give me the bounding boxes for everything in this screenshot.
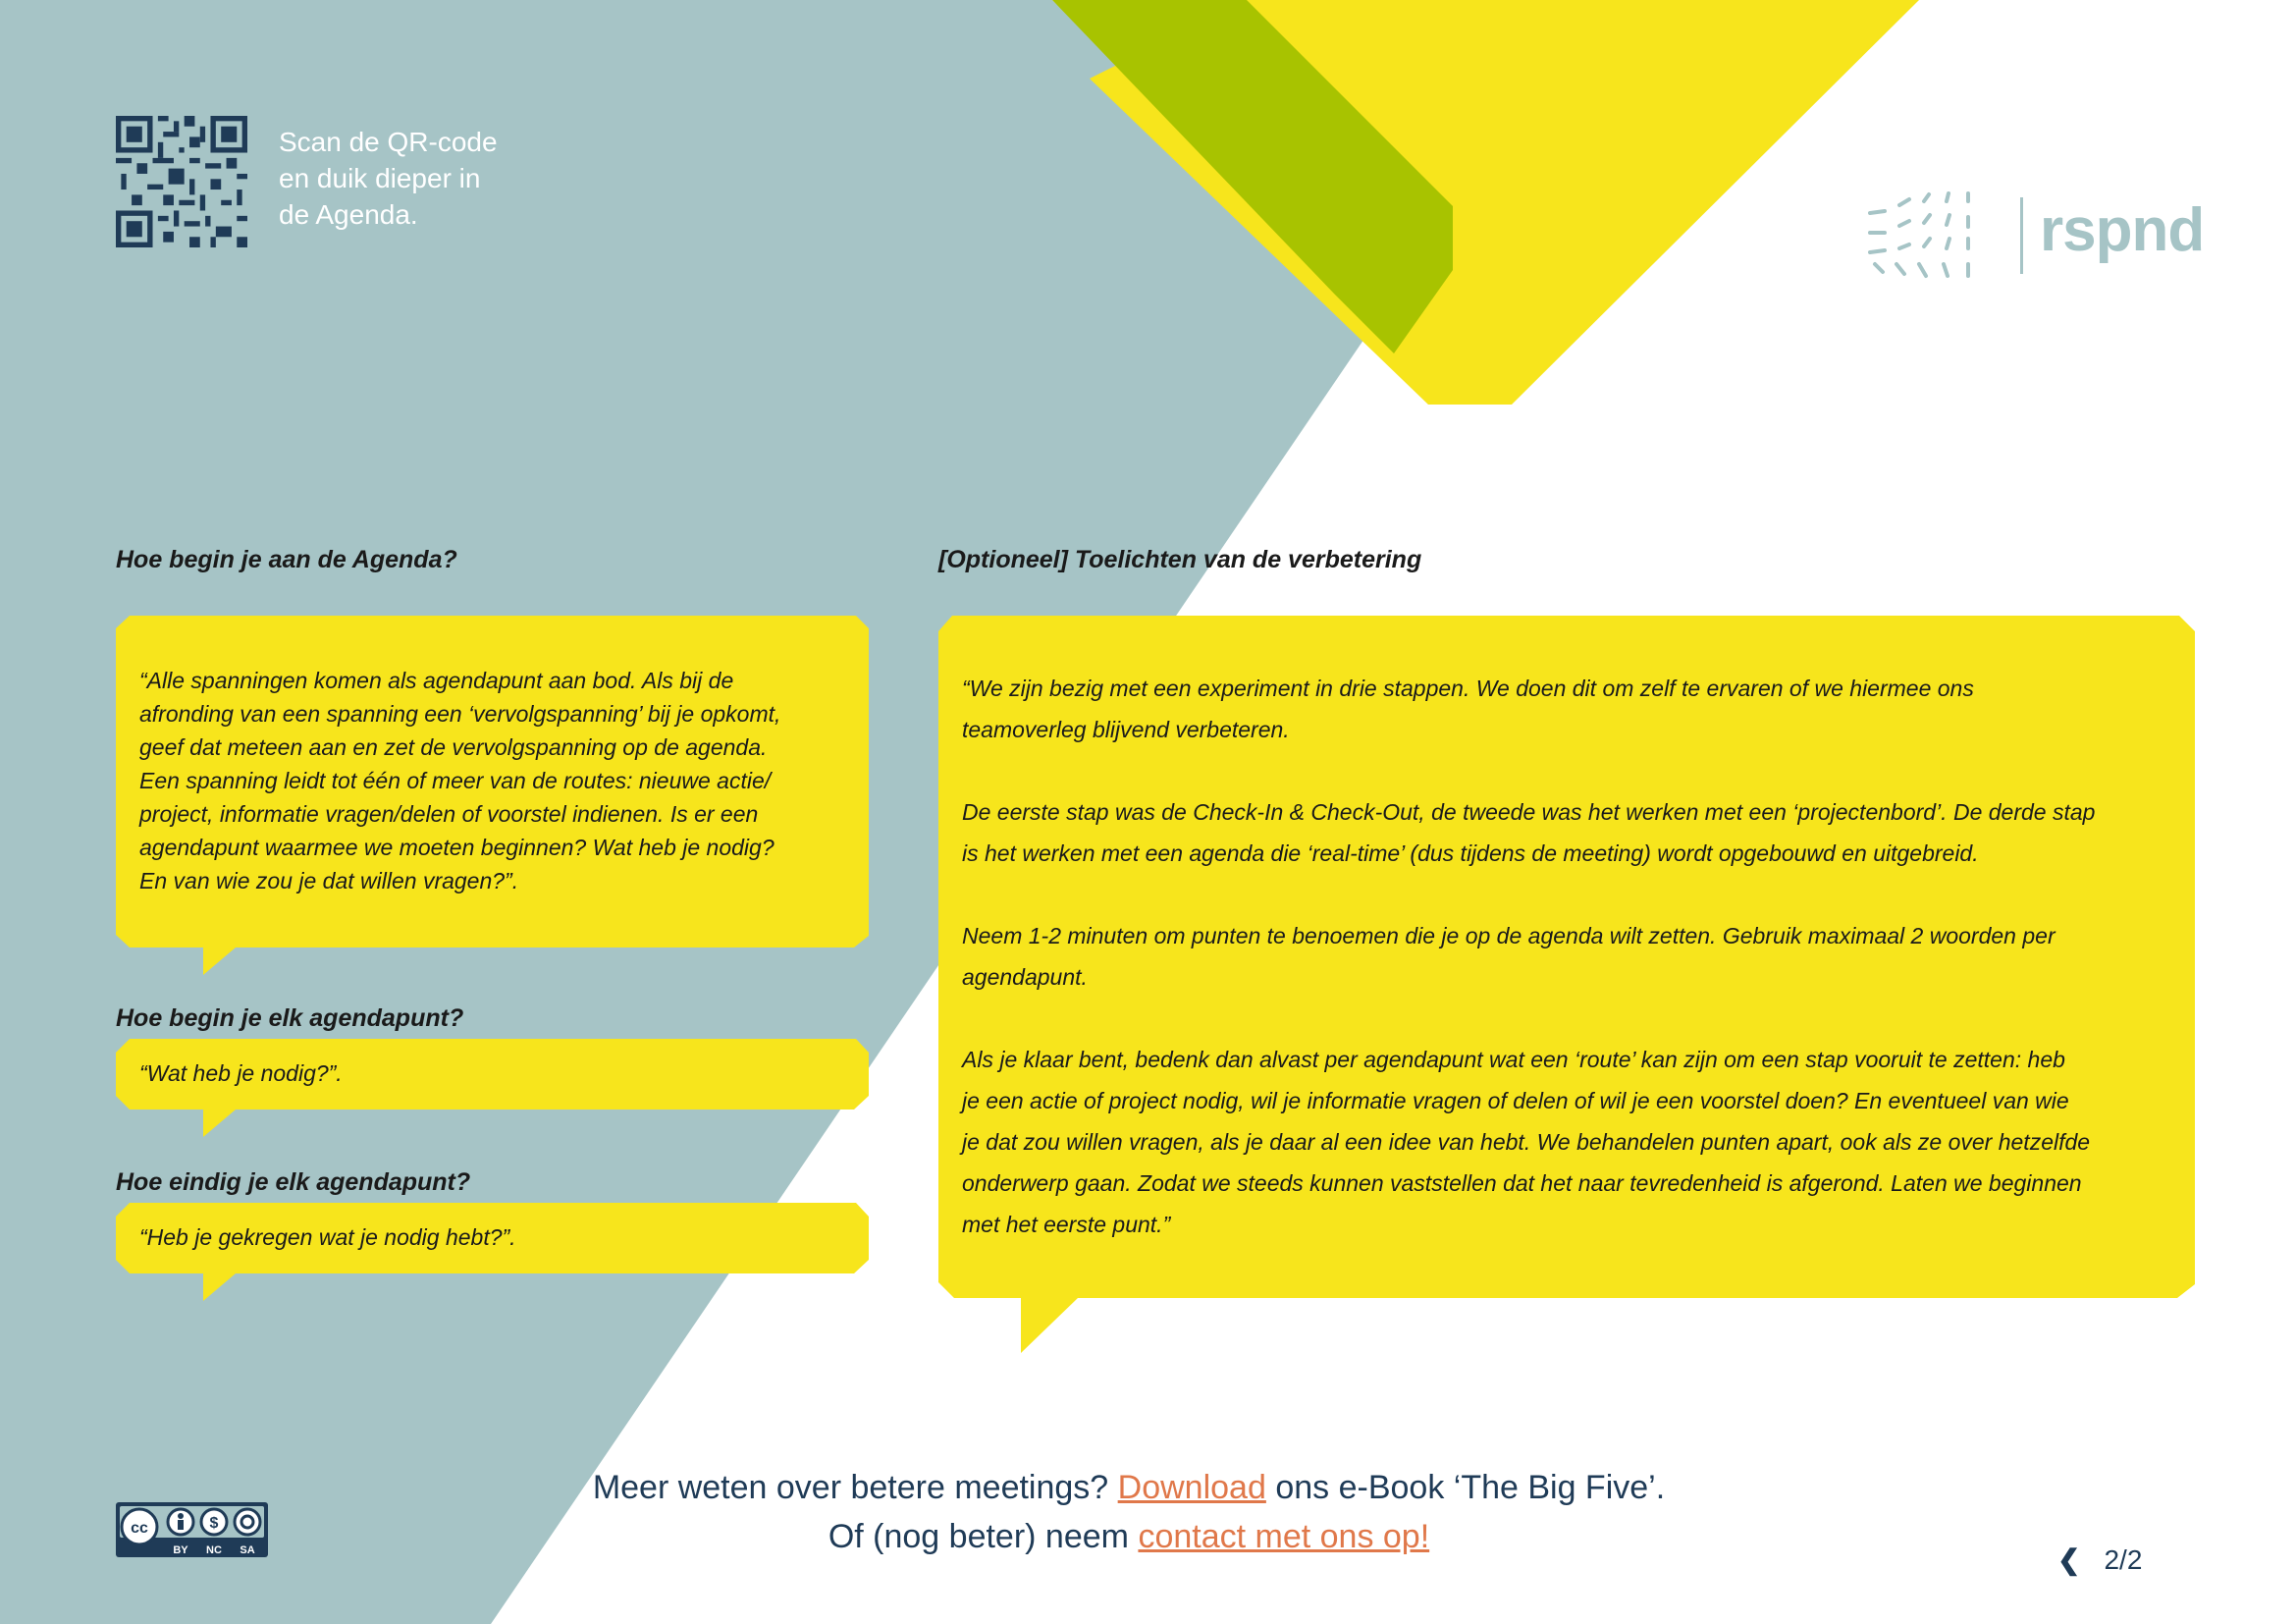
quote-line: geef dat meteen aan en zet de vervolgspanning op de agenda. xyxy=(139,734,768,760)
footer-text: Meer weten over betere meetings? xyxy=(592,1469,1118,1506)
quote-agendapunt-start: “Wat heb je nodig?”. xyxy=(139,1060,343,1086)
text-line: Als je klaar bent, bedenk dan alvast per agendapunt wat een ‘route’ kan zijn om een stap vooruit te zetten: heb xyxy=(962,1047,2065,1072)
toelichting-paragraph xyxy=(962,1039,2179,1245)
text-line: is het werken met een agenda die ‘real-time’ (dus tijdens de meeting) wordt opgebouwd en uitgebreid. xyxy=(962,840,1979,866)
text-line: onderwerp gaan. Zodat we steeds kunnen vaststellen dat het naar tevredenheid is afgerond. Laten we beginnen xyxy=(962,1170,2082,1196)
text-line: agendapunt. xyxy=(962,964,1088,990)
quote-agenda-start xyxy=(139,664,856,897)
cc-label-nc: NC xyxy=(206,1544,222,1556)
cc-label-sa: SA xyxy=(240,1544,255,1556)
download-link[interactable]: Download xyxy=(1117,1469,1266,1506)
heading-agendapunt-end: Hoe eindig je elk agendapunt? xyxy=(116,1168,471,1196)
page-indicator: 2/2 xyxy=(2104,1544,2143,1575)
text-line: met het eerste punt.” xyxy=(962,1212,1171,1237)
logo-wordmark: rspnd xyxy=(2040,196,2205,264)
footer-cta xyxy=(589,1463,1669,1561)
text-line: teamoverleg blijvend verbeteren. xyxy=(962,717,1290,742)
cc-label-by: BY xyxy=(173,1544,188,1556)
text-line: je een actie of project nodig, wil je informatie vragen of delen of wil je een voorstel doen? En eventueel van wie xyxy=(962,1088,2069,1113)
footer-text: Of (nog beter) neem xyxy=(828,1518,1139,1555)
toelichting-paragraph xyxy=(962,668,2179,750)
footer-line-2 xyxy=(589,1512,1669,1561)
quote-line: “Alle spanningen komen als agendapunt aan bod. Als bij de xyxy=(139,668,734,693)
text-line: “We zijn bezig met een experiment in drie stappen. We doen dit om zelf te ervaren of we hiermee ons xyxy=(962,676,1974,701)
quote-agendapunt-end: “Heb je gekregen wat je nodig hebt?”. xyxy=(139,1224,516,1250)
quote-line: agendapunt waarmee we moeten beginnen? Wat heb je nodig? xyxy=(139,835,774,860)
qr-caption-line: Scan de QR-code xyxy=(279,127,498,157)
quote-line: project, informatie vragen/delen of voorstel indienen. Is er een xyxy=(139,801,759,827)
heading-agenda-start: Hoe begin je aan de Agenda? xyxy=(116,546,457,573)
svg-text:cc: cc xyxy=(131,1520,148,1537)
heading-agendapunt-start: Hoe begin je elk agendapunt? xyxy=(116,1004,464,1032)
toelichting-paragraph xyxy=(962,915,2179,998)
quote-line: Een spanning leidt tot één of meer van de routes: nieuwe actie/ xyxy=(139,768,772,793)
footer-text: ons e-Book ‘The Big Five’. xyxy=(1265,1469,1666,1506)
quote-line: En van wie zou je dat willen vragen?”. xyxy=(139,868,519,893)
svg-text:$: $ xyxy=(209,1515,219,1532)
chevron-left-icon[interactable]: ❮ xyxy=(2057,1544,2081,1575)
contact-link[interactable]: contact met ons op! xyxy=(1138,1518,1430,1555)
toelichting-text xyxy=(962,668,2179,1286)
toelichting-paragraph xyxy=(962,791,2179,874)
pager xyxy=(2057,1543,2142,1576)
qr-caption-line: de Agenda. xyxy=(279,199,418,230)
text-line: De eerste stap was de Check-In & Check-Out, de tweede was het werken met een ‘projectenbord’. De derde stap xyxy=(962,799,2096,825)
heading-toelichting: [Optioneel] Toelichten van de verbetering xyxy=(938,546,1422,573)
creative-commons-by-nc-sa-icon xyxy=(116,1502,268,1557)
qr-caption-line: en duik dieper in xyxy=(279,163,481,193)
quote-line: afronding van een spanning een ‘vervolgspanning’ bij je opkomt, xyxy=(139,701,781,727)
text-line: Neem 1-2 minuten om punten te benoemen die je op de agenda wilt zetten. Gebruik maximaal 2 woorden per xyxy=(962,923,2056,948)
footer-line-1 xyxy=(589,1463,1669,1512)
text-line: je dat zou willen vragen, als je daar al een idee van hebt. We behandelen punten apart, ook als ze over hetzelfde xyxy=(962,1129,2091,1155)
